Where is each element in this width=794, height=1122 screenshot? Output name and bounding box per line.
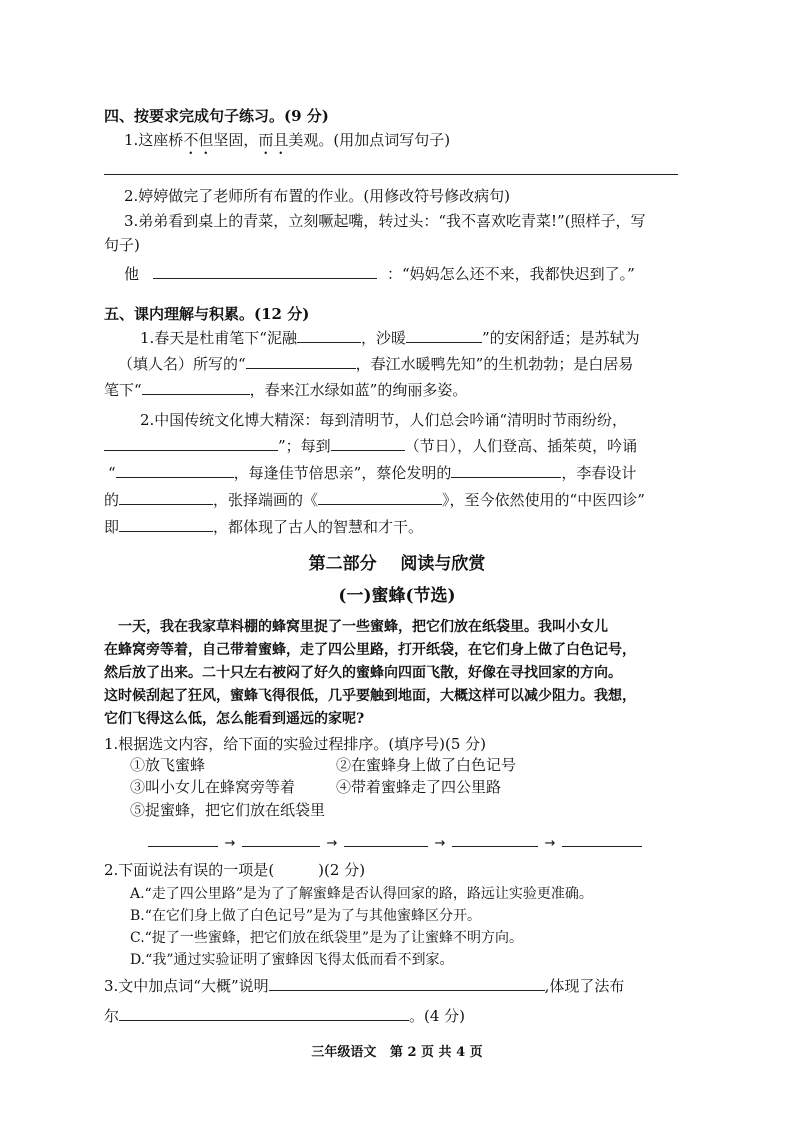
passage-line: 然后放了出来。二十只左右被闷了好久的蜜蜂向四面飞散，好像在寻找回家的方向。 — [104, 665, 622, 681]
s5-p1-line1: 1.春天是杜甫笔下“泥融 ，沙暖 ”的安闲舒适；是苏轼为 — [140, 329, 640, 347]
fill-blank[interactable] — [119, 490, 213, 505]
reading-q2-title: 2.下面说法有误的一项是( )(2 分) — [104, 861, 366, 879]
fill-blank[interactable] — [451, 463, 561, 478]
s4-question-3-cont: 句子) — [104, 236, 140, 254]
reading-q3-line2: 尔 。(4 分) — [104, 1007, 466, 1025]
fill-blank[interactable] — [452, 832, 538, 847]
arrow-icon: → — [544, 836, 556, 851]
fill-blank[interactable] — [104, 436, 278, 451]
option-b: B.“在它们身上做了白色记号”是为了与其他蜜蜂区分开。 — [130, 908, 482, 924]
s5-p2-line3: “ ，每逢佳节倍思亲”，蔡伦发明的 ，李春设计 — [108, 464, 637, 482]
passage-line: 在蜂窝旁等着，自己带着蜜蜂，走了四公里路，打开纸袋，在它们身上做了白色记号， — [104, 642, 636, 658]
s5-p1-line3: 笔下“ ，春来江水绿如蓝”的绚丽多姿。 — [104, 381, 468, 399]
fill-blank[interactable] — [331, 436, 405, 451]
passage-title: (一)蜜蜂(节选) — [338, 586, 456, 606]
s4-question-1: 1.这座桥不但坚固，而且美观。(用加点词写句子) — [124, 131, 451, 149]
part-2-title: 第二部分 阅读与欣赏 — [308, 554, 486, 574]
option-c: C.“捉了一些蜜蜂，把它们放在纸袋里”是为了让蜜蜂不明方向。 — [130, 930, 523, 946]
s5-p2-line1: 2.中国传统文化博大精深：每到清明节，人们总会吟诵“清明时节雨纷纷， — [140, 411, 627, 429]
s4-question-3: 3.弟弟看到桌上的青菜，立刻噘起嘴，转过头：“我不喜欢吃青菜!”(照样子，写 — [124, 212, 646, 230]
passage-line: 它们飞得这么低，怎么能看到遥远的家呢? — [104, 711, 365, 727]
option-3: ③叫小女儿在蜂窝旁等着 — [130, 778, 296, 796]
s5-p2-line5: 即 ，都体现了古人的智慧和才干。 — [104, 518, 424, 536]
fill-blank[interactable] — [318, 490, 442, 505]
fill-blank[interactable] — [242, 832, 320, 847]
section-4-title: 四、按要求完成句子练习。(9 分) — [104, 107, 329, 125]
fill-blank[interactable] — [344, 832, 428, 847]
page-footer: 三年级语文 第 2 页 共 4 页 — [311, 1045, 483, 1060]
arrow-icon: → — [434, 836, 446, 851]
fill-blank[interactable] — [269, 976, 545, 991]
fill-blank[interactable] — [297, 328, 361, 343]
option-d: D.“我”通过实验证明了蜜蜂因飞得太低而看不到家。 — [130, 952, 454, 968]
passage-line: 一天，我在我家草料棚的蜂窝里捉了一些蜜蜂，把它们放在纸袋里。我叫小女儿 — [118, 619, 608, 635]
reading-q3-line1: 3.文中加点词“大概”说明 ,体现了法布 — [104, 977, 625, 995]
section-5-title: 五、课内理解与积累。(12 分) — [104, 305, 310, 323]
fill-blank[interactable] — [119, 517, 213, 532]
fill-blank[interactable] — [148, 832, 218, 847]
arrow-icon: → — [224, 836, 236, 851]
fill-blank[interactable] — [562, 832, 642, 847]
s5-p2-line2: ”；每到 （节日），人们登高、插茱萸，吟诵 — [104, 436, 637, 456]
sequence-answer — [148, 832, 642, 854]
answer-line[interactable] — [104, 174, 678, 175]
option-a: A.“走了四公里路”是为了了解蜜蜂是否认得回家的路，路远让实验更准确。 — [130, 886, 593, 902]
arrow-icon: → — [326, 836, 338, 851]
s4-question-3-example: 他 ：“妈妈怎么还不来，我都快迟到了。” — [124, 265, 635, 283]
s4-question-2: 2.婷婷做完了老师所有布置的作业。(用修改符号修改病句) — [124, 187, 511, 205]
passage-line: 这时候刮起了狂风，蜜蜂飞得很低，几乎要触到地面，大概这样可以减少阻力。我想， — [104, 688, 636, 704]
fill-blank[interactable] — [116, 463, 234, 478]
fill-blank[interactable] — [246, 354, 356, 369]
fill-blank[interactable] — [142, 380, 250, 395]
fill-blank[interactable] — [406, 328, 482, 343]
option-5: ⑤捉蜜蜂，把它们放在纸袋里 — [130, 801, 326, 819]
s5-p2-line4: 的 ，张择端画的《 》，至今依然使用的“中医四诊” — [104, 491, 645, 509]
fill-blank[interactable] — [119, 1006, 409, 1021]
option-1: ①放飞蜜蜂 — [130, 756, 206, 774]
option-4: ④带着蜜蜂走了四公里路 — [336, 778, 502, 796]
reading-q1-title: 1.根据选文内容，给下面的实验过程排序。(填序号)(5 分) — [104, 735, 487, 753]
s5-p1-line2: （填人名）所写的“ ，春江水暖鸭先知”的生机勃勃；是白居易 — [118, 355, 634, 373]
option-2: ②在蜜蜂身上做了白色记号 — [336, 756, 517, 774]
fill-blank[interactable] — [153, 264, 377, 279]
